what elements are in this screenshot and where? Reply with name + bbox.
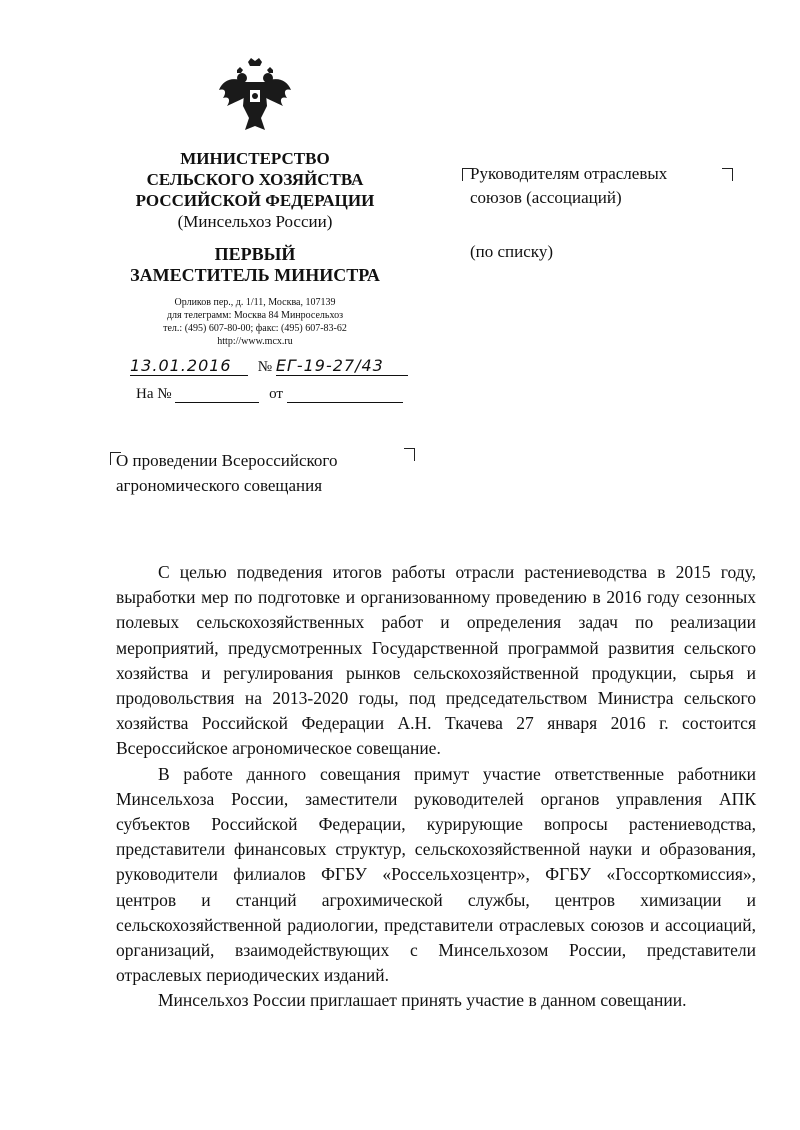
address-line: Орликов пер., д. 1/11, Москва, 107139 bbox=[174, 297, 336, 308]
ref-number-label: На № bbox=[136, 386, 172, 402]
registration-number: ЕГ-19-27/43 bbox=[276, 356, 408, 376]
addressee-line-3: (по списку) bbox=[470, 242, 553, 261]
coat-of-arms-emblem bbox=[215, 56, 295, 136]
ministry-line-3: РОССИЙСКОЙ ФЕДЕРАЦИИ bbox=[135, 191, 375, 210]
phone-fax-line: тел.: (495) 607-80-00; факс: (495) 607-83-62 bbox=[163, 323, 347, 334]
position-line-2: ЗАМЕСТИТЕЛЬ МИНИСТРА bbox=[130, 265, 380, 285]
addressee-corner-left bbox=[462, 168, 473, 181]
ministry-short-name: (Минсельхоз России) bbox=[177, 212, 333, 231]
ministry-name-block bbox=[120, 148, 390, 232]
subject-line-2: агрономического совещания bbox=[116, 476, 323, 495]
letter-body bbox=[116, 560, 756, 1014]
position-title-block bbox=[110, 244, 400, 286]
ref-date-blank bbox=[287, 388, 403, 403]
ref-number-blank bbox=[175, 388, 259, 403]
subject-corner-left bbox=[110, 452, 121, 465]
registration-block bbox=[130, 356, 410, 416]
registration-date: 13.01.2016 bbox=[130, 356, 248, 376]
addressee-corner-right bbox=[722, 168, 733, 181]
addressee-line-1: Руководителям отраслевых bbox=[470, 164, 668, 183]
body-paragraph-2: В работе данного совещания примут участие ответственные работники Минсельхоза России, заместители руководителей органов управления АПК субъектов Российской Федерации, курирующие вопросы растениеводства, представители финансовых структур, сельскохозяйственной науки и образования, руководители филиалов ФГБУ «Россельхозцентр», ФГБУ «Госсорткомиссия», центров и станций агрохимической службы, центров химизации и сельскохозяйственной радиологии, представители отраслевых союзов и ассоциаций, организаций, взаимодействующих с Минсельхозом России, представители отраслевых периодических изданий. bbox=[116, 763, 756, 986]
position-line-1: ПЕРВЫЙ bbox=[214, 244, 296, 264]
body-paragraph-1: С целью подведения итогов работы отрасли растениеводства в 2015 году, выработки мер по подготовке и организованному проведению в 2016 году сезонных полевых сельскохозяйственных работ и определения задач по реализации мероприятий, предусмотренных Государственной программой развития сельского хозяйства и регулирования рынков сельскохозяйственной продукции, сырья и продовольствия на 2013-2020 годы, под председательством Министра сельского хозяйства Российской Федерации А.Н. Ткачева 27 января 2016 г. состоится Всероссийское агрономическое совещание. bbox=[116, 562, 756, 759]
subject-block bbox=[116, 448, 406, 498]
subject-corner-right bbox=[404, 448, 415, 461]
addressee-block bbox=[470, 162, 750, 264]
addressee-line-2: союзов (ассоциаций) bbox=[470, 188, 622, 207]
subject-line-1: О проведении Всероссийского bbox=[116, 451, 338, 470]
telegram-line: для телеграмм: Москва 84 Минросельхоз bbox=[166, 310, 344, 321]
number-sign: № bbox=[257, 359, 273, 375]
ministry-line-2: СЕЛЬСКОГО ХОЗЯЙСТВА bbox=[146, 170, 364, 189]
contact-details bbox=[110, 296, 400, 348]
ministry-line-1: МИНИСТЕРСТВО bbox=[180, 149, 330, 168]
ref-date-label: от bbox=[269, 386, 283, 402]
body-paragraph-3: Минсельхоз России приглашает принять участие в данном совещании. bbox=[158, 990, 687, 1011]
website-line: http://www.mcx.ru bbox=[217, 336, 293, 347]
